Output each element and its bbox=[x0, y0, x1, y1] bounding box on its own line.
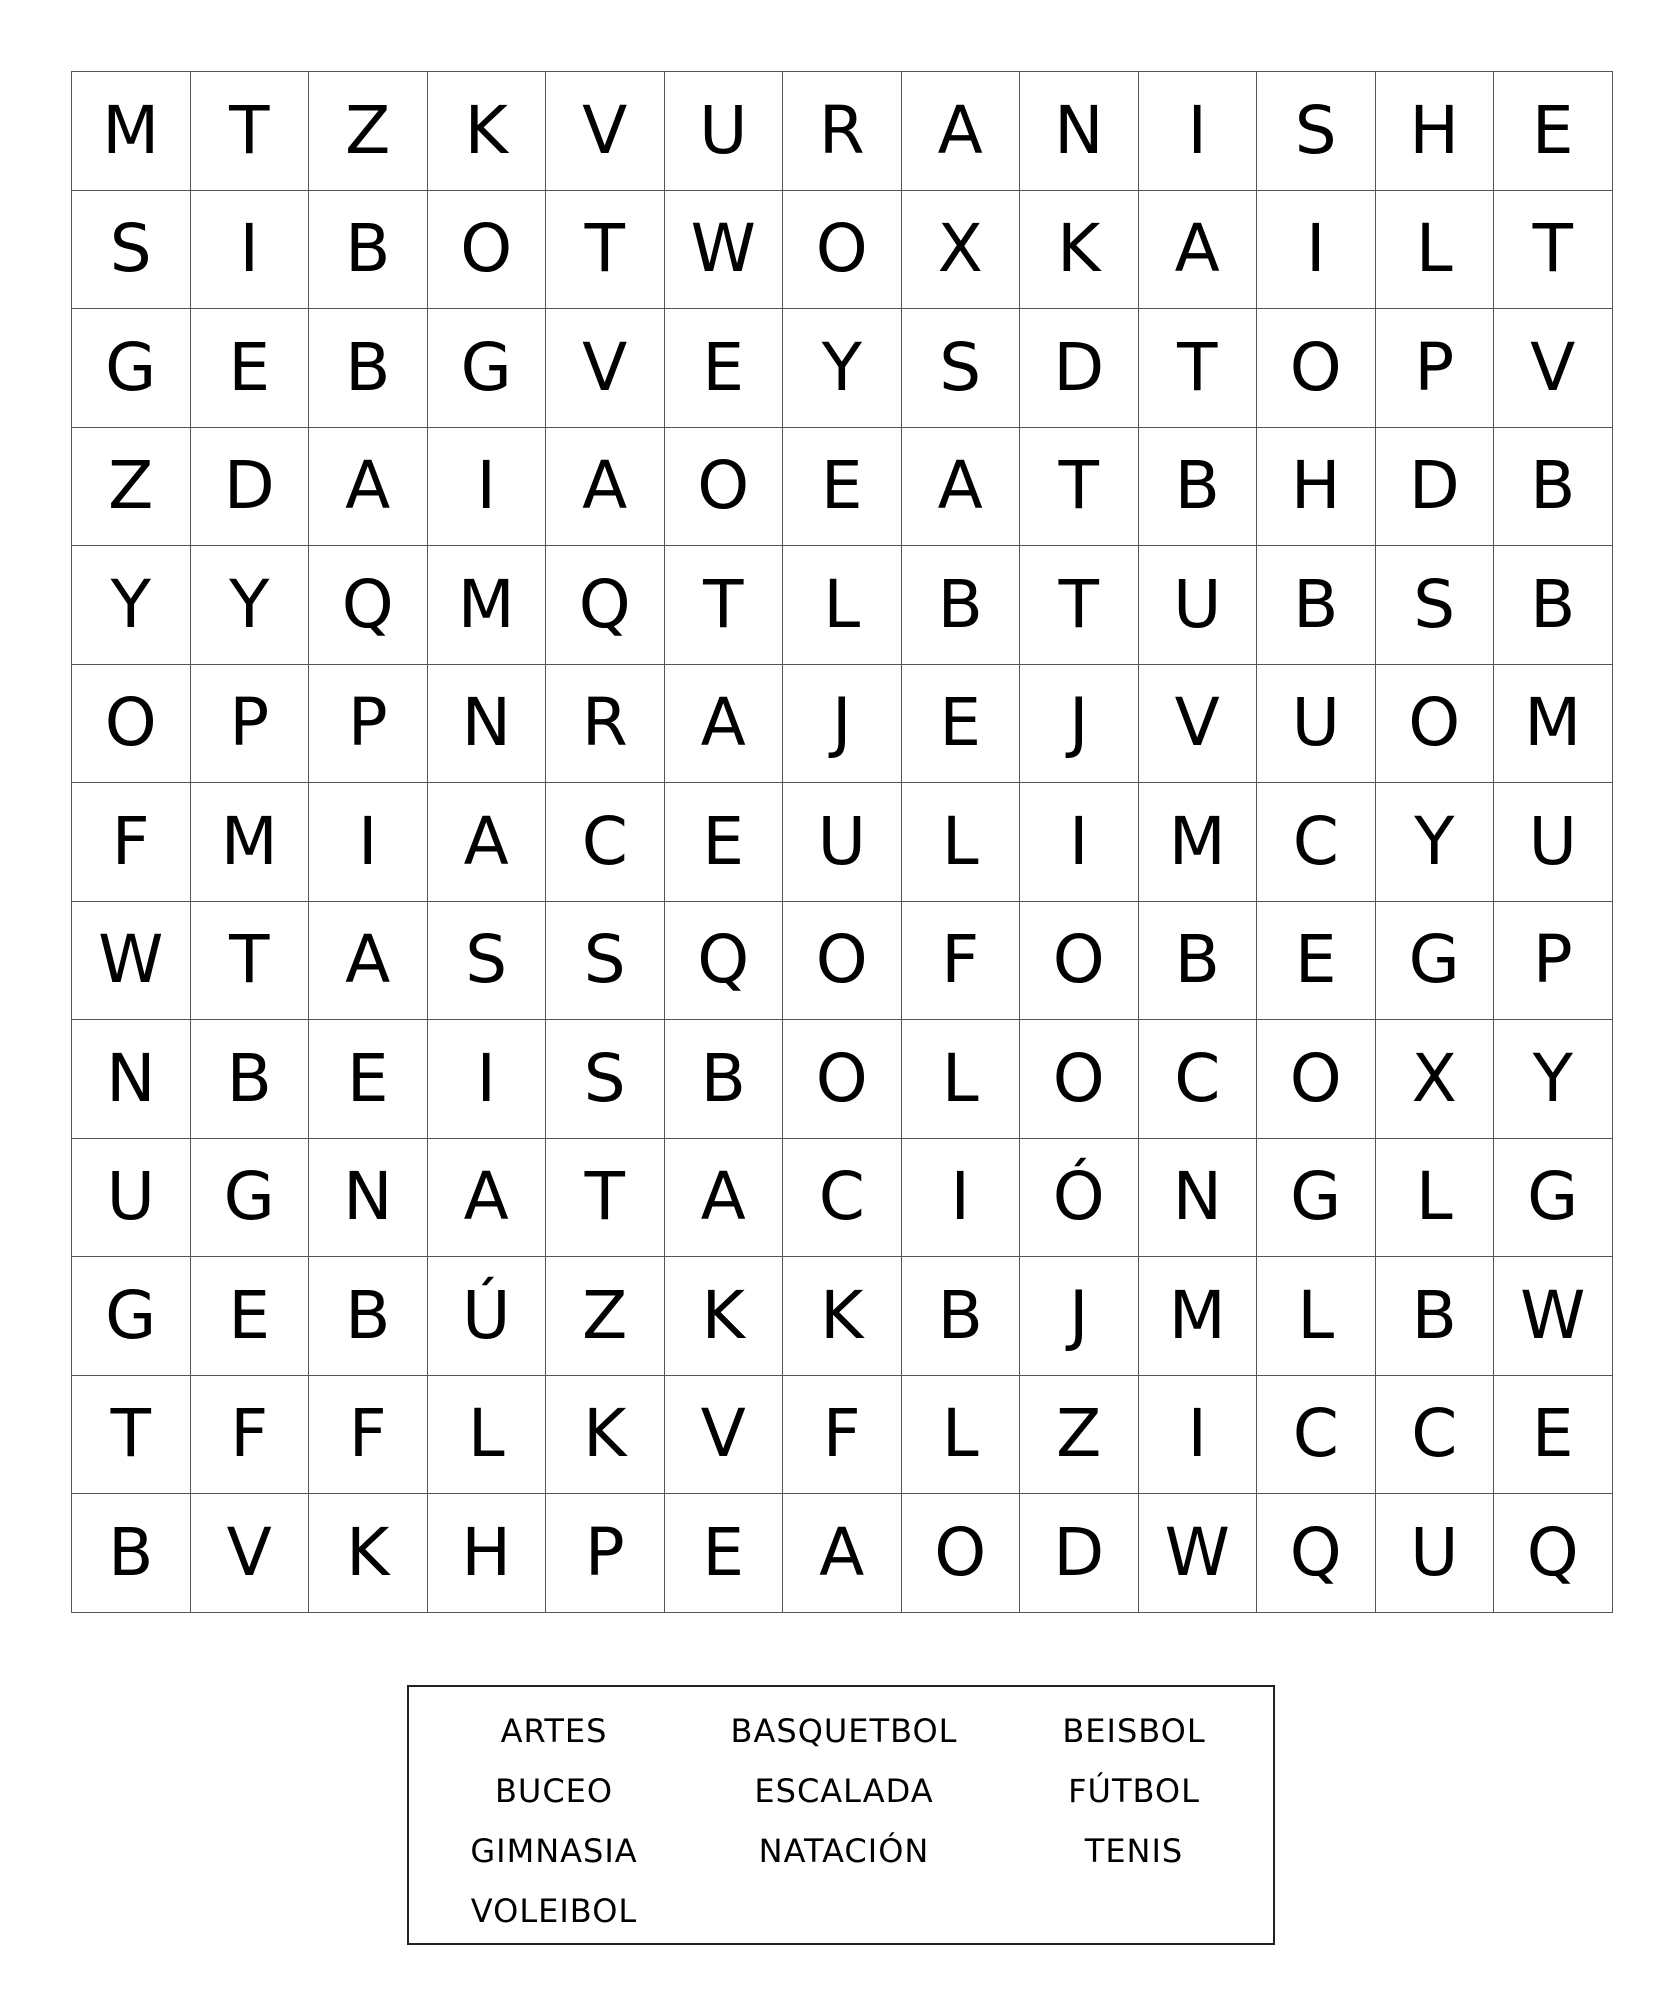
grid-cell[interactable]: T bbox=[191, 902, 310, 1021]
grid-cell[interactable]: E bbox=[783, 428, 902, 547]
grid-cell[interactable]: G bbox=[1494, 1139, 1613, 1258]
grid-cell[interactable]: Q bbox=[1257, 1494, 1376, 1613]
grid-cell[interactable]: E bbox=[191, 309, 310, 428]
grid-cell[interactable]: K bbox=[428, 72, 547, 191]
grid-cell[interactable]: S bbox=[546, 1020, 665, 1139]
grid-cell[interactable]: C bbox=[546, 783, 665, 902]
grid-cell[interactable]: B bbox=[665, 1020, 784, 1139]
word-list-item: ESCALADA bbox=[754, 1772, 934, 1810]
grid-cell[interactable]: G bbox=[72, 309, 191, 428]
grid-cell[interactable]: E bbox=[1257, 902, 1376, 1021]
grid-cell[interactable]: T bbox=[1494, 191, 1613, 310]
grid-cell[interactable]: B bbox=[1139, 428, 1258, 547]
grid-cell[interactable]: A bbox=[546, 428, 665, 547]
grid-cell[interactable]: L bbox=[428, 1376, 547, 1495]
grid-cell[interactable]: F bbox=[902, 902, 1021, 1021]
grid-cell[interactable]: E bbox=[665, 1494, 784, 1613]
grid-cell[interactable]: A bbox=[902, 72, 1021, 191]
word-list-item: FÚTBOL bbox=[1068, 1772, 1200, 1810]
grid-cell[interactable]: U bbox=[1257, 665, 1376, 784]
grid-cell[interactable]: B bbox=[1376, 1257, 1495, 1376]
grid-cell[interactable]: S bbox=[72, 191, 191, 310]
grid-cell[interactable]: F bbox=[191, 1376, 310, 1495]
grid-cell[interactable]: V bbox=[546, 72, 665, 191]
word-list-item: BEISBOL bbox=[1062, 1712, 1206, 1750]
grid-cell[interactable]: I bbox=[191, 191, 310, 310]
grid-cell[interactable]: Y bbox=[72, 546, 191, 665]
grid-cell[interactable]: D bbox=[1020, 1494, 1139, 1613]
grid-cell[interactable]: H bbox=[1376, 72, 1495, 191]
grid-cell[interactable]: U bbox=[783, 783, 902, 902]
grid-cell[interactable]: A bbox=[902, 428, 1021, 547]
grid-cell[interactable]: V bbox=[546, 309, 665, 428]
grid-cell[interactable]: C bbox=[1257, 1376, 1376, 1495]
grid-cell[interactable]: N bbox=[428, 665, 547, 784]
word-list-item: NATACIÓN bbox=[758, 1832, 930, 1870]
grid-cell[interactable]: K bbox=[783, 1257, 902, 1376]
grid-cell[interactable]: N bbox=[1020, 72, 1139, 191]
grid-cell[interactable]: A bbox=[309, 902, 428, 1021]
grid-cell[interactable]: W bbox=[1494, 1257, 1613, 1376]
grid-cell[interactable]: E bbox=[1494, 1376, 1613, 1495]
grid-cell[interactable]: O bbox=[783, 1020, 902, 1139]
grid-cell[interactable]: D bbox=[191, 428, 310, 547]
grid-cell[interactable]: X bbox=[1376, 1020, 1495, 1139]
grid-cell[interactable]: A bbox=[309, 428, 428, 547]
grid-cell[interactable]: Q bbox=[1494, 1494, 1613, 1613]
grid-cell[interactable]: B bbox=[902, 546, 1021, 665]
grid-cell[interactable]: V bbox=[665, 1376, 784, 1495]
grid-cell[interactable]: Y bbox=[191, 546, 310, 665]
grid-cell[interactable]: Z bbox=[546, 1257, 665, 1376]
grid-cell[interactable]: O bbox=[72, 665, 191, 784]
grid-cell[interactable]: I bbox=[1139, 1376, 1258, 1495]
grid-cell[interactable]: X bbox=[902, 191, 1021, 310]
grid-cell[interactable]: D bbox=[1376, 428, 1495, 547]
grid-cell[interactable]: N bbox=[309, 1139, 428, 1258]
grid-cell[interactable]: F bbox=[72, 783, 191, 902]
word-list-item: GIMNASIA bbox=[470, 1832, 638, 1870]
word-list-item: ARTES bbox=[500, 1712, 608, 1750]
grid-cell[interactable]: Z bbox=[1020, 1376, 1139, 1495]
grid-cell[interactable]: F bbox=[783, 1376, 902, 1495]
grid-cell[interactable]: B bbox=[902, 1257, 1021, 1376]
grid-cell[interactable]: M bbox=[1139, 1257, 1258, 1376]
grid-cell[interactable]: P bbox=[1376, 309, 1495, 428]
grid-cell[interactable]: A bbox=[428, 1139, 547, 1258]
grid-cell[interactable]: E bbox=[665, 309, 784, 428]
grid-cell[interactable]: W bbox=[665, 191, 784, 310]
grid-cell[interactable]: J bbox=[1020, 665, 1139, 784]
grid-cell[interactable]: U bbox=[1494, 783, 1613, 902]
grid-cell[interactable]: B bbox=[309, 1257, 428, 1376]
grid-cell[interactable]: I bbox=[902, 1139, 1021, 1258]
grid-cell[interactable]: T bbox=[546, 1139, 665, 1258]
grid-cell[interactable]: P bbox=[309, 665, 428, 784]
grid-cell[interactable]: O bbox=[665, 428, 784, 547]
grid-cell[interactable]: O bbox=[902, 1494, 1021, 1613]
grid-cell[interactable]: L bbox=[1376, 1139, 1495, 1258]
grid-cell[interactable]: Q bbox=[309, 546, 428, 665]
grid-cell[interactable]: L bbox=[902, 783, 1021, 902]
grid-cell[interactable]: U bbox=[665, 72, 784, 191]
word-list-item: TENIS bbox=[1084, 1832, 1184, 1870]
grid-cell[interactable]: G bbox=[191, 1139, 310, 1258]
grid-cell[interactable]: V bbox=[1139, 665, 1258, 784]
grid-cell[interactable]: Y bbox=[1376, 783, 1495, 902]
grid-cell[interactable]: Y bbox=[1494, 1020, 1613, 1139]
grid-cell[interactable]: M bbox=[1139, 783, 1258, 902]
grid-cell[interactable]: U bbox=[1139, 546, 1258, 665]
grid-cell[interactable]: B bbox=[309, 309, 428, 428]
grid-cell[interactable]: C bbox=[783, 1139, 902, 1258]
grid-cell[interactable]: E bbox=[665, 783, 784, 902]
grid-cell[interactable]: S bbox=[428, 902, 547, 1021]
letter-grid bbox=[71, 71, 1613, 1613]
grid-cell[interactable]: P bbox=[1494, 902, 1613, 1021]
grid-cell[interactable]: O bbox=[428, 191, 547, 310]
grid-cell[interactable]: V bbox=[1494, 309, 1613, 428]
grid-cell[interactable]: C bbox=[1376, 1376, 1495, 1495]
grid-cell[interactable]: H bbox=[428, 1494, 547, 1613]
grid-cell[interactable]: N bbox=[72, 1020, 191, 1139]
grid-cell[interactable]: D bbox=[1020, 309, 1139, 428]
grid-cell[interactable]: I bbox=[1257, 191, 1376, 310]
grid-cell[interactable]: M bbox=[72, 72, 191, 191]
grid-cell[interactable]: P bbox=[191, 665, 310, 784]
grid-cell[interactable]: W bbox=[72, 902, 191, 1021]
grid-cell[interactable]: J bbox=[783, 665, 902, 784]
grid-cell[interactable]: A bbox=[783, 1494, 902, 1613]
grid-cell[interactable]: S bbox=[546, 902, 665, 1021]
grid-cell[interactable]: I bbox=[1139, 72, 1258, 191]
grid-cell[interactable]: J bbox=[1020, 1257, 1139, 1376]
grid-cell[interactable]: T bbox=[665, 546, 784, 665]
grid-cell[interactable]: N bbox=[1139, 1139, 1258, 1258]
grid-cell[interactable]: H bbox=[1257, 428, 1376, 547]
grid-cell[interactable]: O bbox=[783, 191, 902, 310]
grid-cell[interactable]: T bbox=[1020, 546, 1139, 665]
grid-cell[interactable]: E bbox=[191, 1257, 310, 1376]
grid-cell[interactable]: B bbox=[191, 1020, 310, 1139]
grid-cell[interactable]: Q bbox=[665, 902, 784, 1021]
grid-cell[interactable]: Ó bbox=[1020, 1139, 1139, 1258]
grid-cell[interactable]: C bbox=[1139, 1020, 1258, 1139]
grid-cell[interactable]: A bbox=[665, 665, 784, 784]
grid-cell[interactable]: T bbox=[72, 1376, 191, 1495]
grid-cell[interactable]: M bbox=[191, 783, 310, 902]
grid-cell[interactable]: Ú bbox=[428, 1257, 547, 1376]
grid-cell[interactable]: S bbox=[1376, 546, 1495, 665]
grid-cell[interactable]: I bbox=[428, 428, 547, 547]
grid-cell[interactable]: K bbox=[1020, 191, 1139, 310]
grid-cell[interactable]: U bbox=[72, 1139, 191, 1258]
grid-cell[interactable]: Y bbox=[783, 309, 902, 428]
grid-cell[interactable]: R bbox=[546, 665, 665, 784]
grid-cell[interactable]: I bbox=[309, 783, 428, 902]
grid-cell[interactable]: O bbox=[783, 902, 902, 1021]
grid-cell[interactable]: I bbox=[428, 1020, 547, 1139]
grid-cell[interactable]: O bbox=[1020, 1020, 1139, 1139]
grid-cell[interactable]: B bbox=[1494, 546, 1613, 665]
grid-cell[interactable]: K bbox=[546, 1376, 665, 1495]
grid-cell[interactable]: K bbox=[665, 1257, 784, 1376]
grid-cell[interactable]: G bbox=[428, 309, 547, 428]
grid-cell[interactable]: S bbox=[902, 309, 1021, 428]
grid-cell[interactable]: O bbox=[1020, 902, 1139, 1021]
grid-cell[interactable]: E bbox=[902, 665, 1021, 784]
word-list bbox=[407, 1685, 1275, 1945]
grid-cell[interactable]: L bbox=[902, 1376, 1021, 1495]
grid-cell[interactable]: T bbox=[546, 191, 665, 310]
grid-cell[interactable]: M bbox=[1494, 665, 1613, 784]
grid-cell[interactable]: K bbox=[309, 1494, 428, 1613]
grid-cell[interactable]: L bbox=[902, 1020, 1021, 1139]
grid-cell[interactable]: B bbox=[309, 191, 428, 310]
grid-cell[interactable]: V bbox=[191, 1494, 310, 1613]
grid-cell[interactable]: U bbox=[1376, 1494, 1495, 1613]
grid-cell[interactable]: Z bbox=[72, 428, 191, 547]
grid-cell[interactable]: L bbox=[783, 546, 902, 665]
grid-cell[interactable]: O bbox=[1257, 1020, 1376, 1139]
grid-cell[interactable]: W bbox=[1139, 1494, 1258, 1613]
grid-cell[interactable]: G bbox=[72, 1257, 191, 1376]
grid-cell[interactable]: A bbox=[1139, 191, 1258, 310]
grid-cell[interactable]: L bbox=[1257, 1257, 1376, 1376]
grid-cell[interactable]: L bbox=[1376, 191, 1495, 310]
grid-cell[interactable]: A bbox=[665, 1139, 784, 1258]
grid-cell[interactable]: C bbox=[1257, 783, 1376, 902]
grid-cell[interactable]: I bbox=[1020, 783, 1139, 902]
grid-cell[interactable]: P bbox=[546, 1494, 665, 1613]
grid-cell[interactable]: T bbox=[191, 72, 310, 191]
grid-cell[interactable]: M bbox=[428, 546, 547, 665]
grid-cell[interactable]: S bbox=[1257, 72, 1376, 191]
word-list-item: BASQUETBOL bbox=[730, 1712, 958, 1750]
grid-cell[interactable]: E bbox=[1494, 72, 1613, 191]
grid-cell[interactable]: T bbox=[1020, 428, 1139, 547]
grid-cell[interactable]: B bbox=[1257, 546, 1376, 665]
grid-cell[interactable]: O bbox=[1376, 665, 1495, 784]
word-list-item: VOLEIBOL bbox=[470, 1892, 638, 1930]
grid-cell[interactable]: A bbox=[428, 783, 547, 902]
grid-cell[interactable]: B bbox=[1139, 902, 1258, 1021]
grid-cell[interactable]: O bbox=[1257, 309, 1376, 428]
grid-cell[interactable]: B bbox=[1494, 428, 1613, 547]
word-list-item: BUCEO bbox=[494, 1772, 614, 1810]
grid-cell[interactable]: Q bbox=[546, 546, 665, 665]
grid-cell[interactable]: B bbox=[72, 1494, 191, 1613]
grid-cell[interactable]: R bbox=[783, 72, 902, 191]
grid-cell[interactable]: Z bbox=[309, 72, 428, 191]
grid-cell[interactable]: F bbox=[309, 1376, 428, 1495]
grid-cell[interactable]: E bbox=[309, 1020, 428, 1139]
grid-cell[interactable]: G bbox=[1376, 902, 1495, 1021]
grid-cell[interactable]: T bbox=[1139, 309, 1258, 428]
grid-cell[interactable]: G bbox=[1257, 1139, 1376, 1258]
